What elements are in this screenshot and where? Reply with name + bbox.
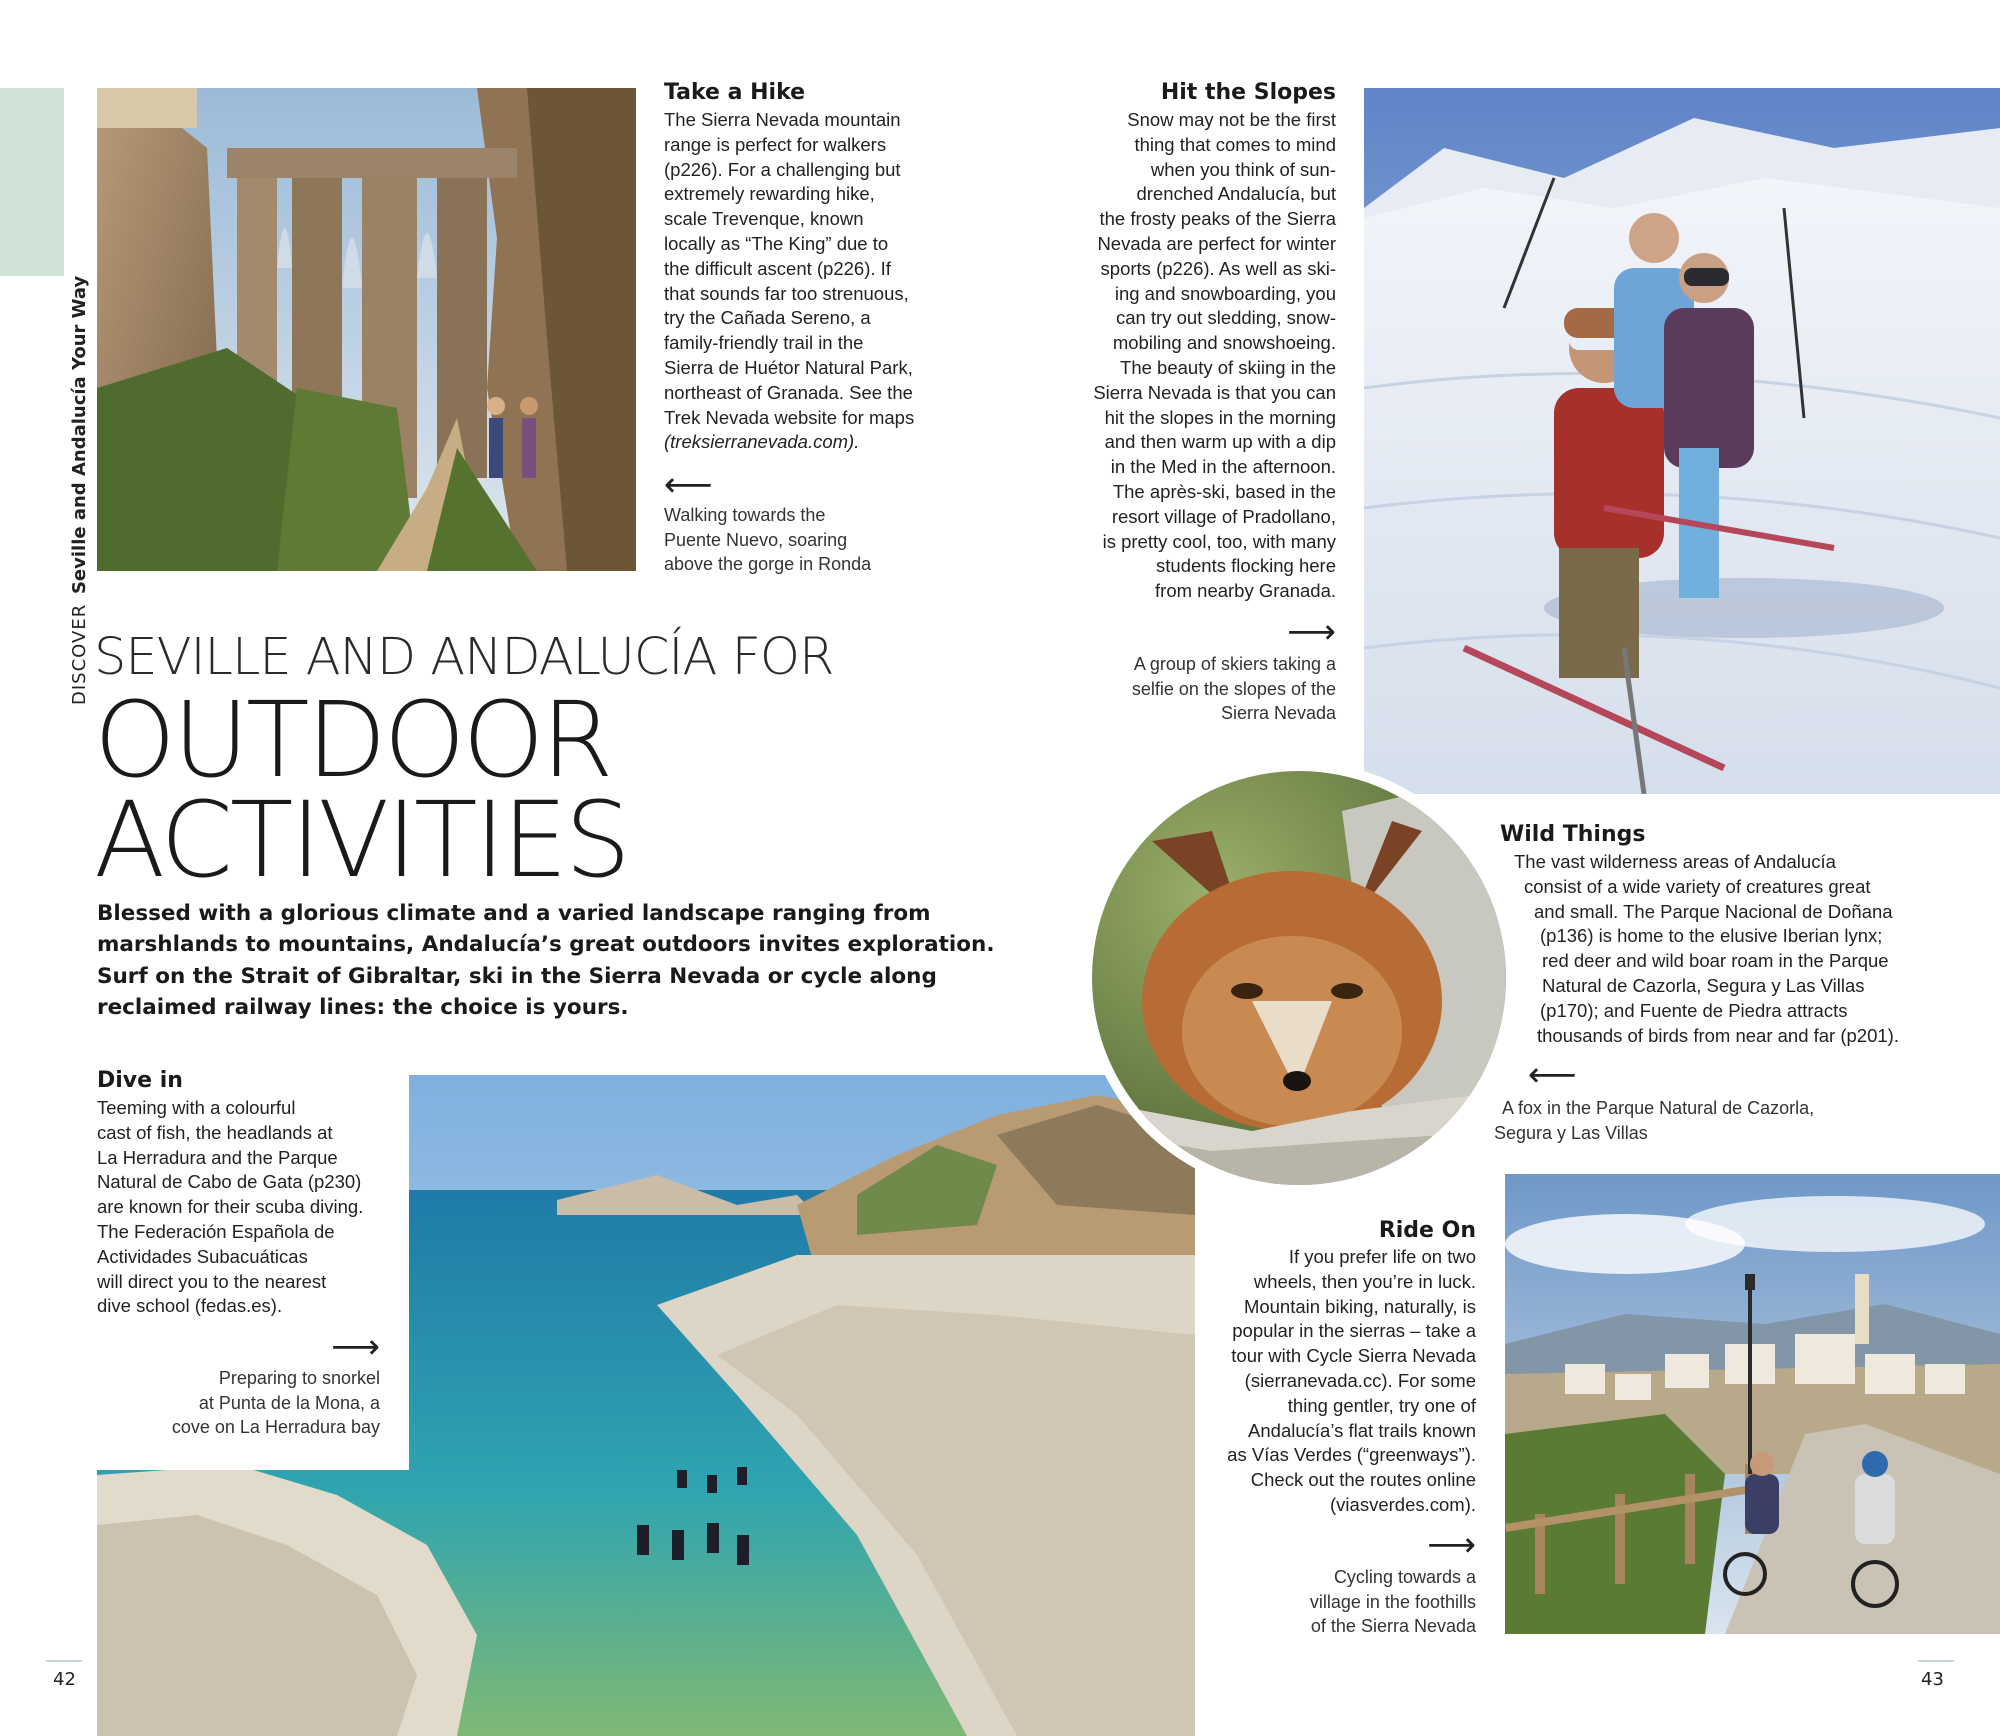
ride-body — [1186, 1245, 1476, 1518]
dive-line: dive school (fedas.es). — [97, 1295, 283, 1317]
dive-caption — [172, 1366, 380, 1440]
slopes-line: drenched Andalucía, but — [1136, 183, 1336, 205]
ride-line: (viasverdes.com). — [1330, 1493, 1476, 1515]
photo-fox — [1082, 761, 1516, 1195]
wild-heading: Wild Things — [1500, 822, 1646, 847]
arrow-right-icon: ⟶ — [1287, 612, 1336, 652]
intro-line: reclaimed railway lines: the choice is yours. — [97, 994, 629, 1020]
hike-line: Sierra de Huétor Natural Park, — [664, 356, 913, 378]
page-rule-right — [1918, 1660, 1954, 1662]
hike-line: Trek Nevada website for maps — [664, 406, 915, 428]
ride-line: wheels, then you’re in luck. — [1253, 1270, 1476, 1292]
page-number-right: 43 — [1921, 1669, 1944, 1690]
dive-line: cast of fish, the headlands at — [97, 1121, 333, 1143]
caption-line: Walking towards the — [664, 505, 826, 525]
hike-line: The Sierra Nevada mountain — [664, 109, 901, 130]
wild-line: Natural de Cazorla, Segura y Las Villas — [1542, 974, 1865, 996]
caption-line: A fox in the Parque Natural de Cazorla, — [1502, 1098, 1815, 1118]
slopes-line: hit the slopes in the morning — [1104, 406, 1336, 428]
slopes-line: and then warm up with a dip — [1104, 431, 1336, 453]
slopes-body — [1046, 108, 1336, 604]
wild-line: consist of a wide variety of creatures great — [1524, 875, 1871, 897]
ride-line: Andalucía’s flat trails known — [1248, 1419, 1476, 1441]
title-main-1: OUTDOOR — [94, 679, 611, 801]
wild-line: red deer and wild boar roam in the Parque — [1542, 950, 1889, 972]
photo-cyclists — [1505, 1174, 2000, 1634]
wild-line: thousands of birds from near and far (p201). — [1537, 1024, 1899, 1046]
title-kicker: SEVILLE AND ANDALUCÍA FOR — [94, 628, 834, 687]
hike-line: (p226). For a challenging but — [664, 158, 901, 180]
dive-line: Teeming with a colourful — [97, 1097, 296, 1118]
intro-line: Blessed with a glorious climate and a varied landscape ranging from — [97, 901, 931, 926]
ride-heading: Ride On — [1378, 1218, 1476, 1243]
caption-line: Cycling towards a — [1333, 1567, 1476, 1587]
arrow-left-icon: ⟵ — [664, 465, 713, 505]
dive-line: The Federación Española de — [97, 1220, 335, 1242]
slopes-line: The après-ski, based in the — [1112, 480, 1336, 502]
ride-line: (sierranevada.cc). For some — [1244, 1369, 1476, 1391]
caption-line: Sierra Nevada — [1220, 703, 1336, 723]
ride-line: as Vías Verdes (“greenways”). — [1227, 1444, 1476, 1466]
photo-skiers — [1364, 88, 2000, 794]
slopes-line: The beauty of skiing in the — [1120, 356, 1336, 378]
dive-heading: Dive in — [97, 1068, 183, 1093]
hike-body — [664, 108, 934, 455]
slopes-caption — [1132, 652, 1336, 726]
intro-paragraph — [97, 898, 995, 1023]
dive-line: La Herradura and the Parque — [97, 1146, 338, 1168]
wild-body — [1500, 850, 1900, 1048]
slopes-line: Snow may not be the first — [1127, 109, 1336, 130]
ride-line: thing gentler, try one of — [1287, 1394, 1476, 1416]
intro-line: Surf on the Strait of Gibraltar, ski in the Sierra Nevada or cycle along — [97, 963, 937, 989]
slopes-line: students flocking here — [1156, 555, 1336, 577]
slopes-heading: Hit the Slopes — [1160, 80, 1336, 105]
page-title — [94, 628, 834, 901]
title-main-2: ACTIVITIES — [94, 779, 628, 901]
sidebar-section-label — [69, 276, 90, 705]
ride-caption — [1310, 1565, 1476, 1639]
wild-line: (p136) is home to the elusive Iberian lynx; — [1540, 925, 1883, 947]
ride-line: tour with Cycle Sierra Nevada — [1231, 1345, 1476, 1367]
caption-line: A group of skiers taking a — [1133, 654, 1336, 674]
caption-line: Preparing to snorkel — [218, 1368, 380, 1388]
dive-line: are known for their scuba diving. — [97, 1196, 364, 1218]
slopes-line: can try out sledding, snow- — [1115, 307, 1336, 329]
slopes-line: Nevada are perfect for winter — [1097, 232, 1336, 254]
slopes-line: ing and snowboarding, you — [1114, 282, 1336, 304]
caption-line: of the Sierra Nevada — [1310, 1616, 1476, 1636]
hike-line: the difficult ascent (p226). If — [664, 257, 891, 279]
dive-line: Natural de Cabo de Gata (p230) — [97, 1171, 362, 1193]
wild-line: (p170); and Fuente de Piedra attracts — [1540, 999, 1848, 1021]
slopes-line: the frosty peaks of the Sierra — [1099, 208, 1336, 230]
sidebar-section-title: Seville and Andalucía Your Way — [69, 275, 90, 595]
page-number-left: 42 — [53, 1669, 76, 1690]
page-rule-left — [46, 1660, 82, 1662]
hike-line: (treksierranevada.com). — [664, 431, 860, 453]
hike-line: try the Cañada Sereno, a — [664, 307, 871, 329]
dive-line: Actividades Subacuáticas — [97, 1245, 308, 1267]
hike-heading: Take a Hike — [664, 80, 806, 105]
slopes-line: is pretty cool, too, with many — [1102, 530, 1336, 552]
slopes-line: resort village of Pradollano, — [1111, 505, 1336, 527]
caption-line: selfie on the slopes of the — [1131, 678, 1336, 699]
sidebar-discover: DISCOVER — [69, 603, 90, 705]
arrow-right-icon: ⟶ — [1427, 1525, 1476, 1565]
caption-line: Puente Nuevo, soaring — [664, 529, 848, 550]
hike-line: that sounds far too strenuous, — [664, 282, 909, 304]
slopes-line: in the Med in the afternoon. — [1110, 456, 1336, 478]
hike-line: family-friendly trail in the — [664, 332, 864, 354]
arrow-left-icon: ⟵ — [1528, 1055, 1577, 1095]
photo-ronda-bridge — [97, 88, 636, 571]
hike-line: locally as “The King” due to — [664, 232, 889, 254]
ride-line: If you prefer life on two — [1288, 1246, 1476, 1267]
hike-line: extremely rewarding hike, — [664, 183, 875, 205]
caption-line: above the gorge in Ronda — [664, 554, 872, 574]
slopes-line: when you think of sun- — [1150, 158, 1336, 180]
hike-caption — [664, 503, 871, 577]
sidebar-color-tab — [0, 88, 64, 276]
hike-line: range is perfect for walkers — [664, 133, 887, 155]
caption-line: cove on La Herradura bay — [171, 1417, 380, 1437]
hike-line: scale Trevenque, known — [664, 208, 864, 230]
slopes-line: thing that comes to mind — [1134, 133, 1336, 155]
caption-line: village in the foothills — [1309, 1591, 1476, 1612]
slopes-line: from nearby Granada. — [1155, 580, 1336, 602]
hike-line: northeast of Granada. See the — [664, 381, 913, 403]
dive-line: will direct you to the nearest — [97, 1270, 327, 1292]
slopes-line: Sierra Nevada is that you can — [1093, 381, 1336, 403]
dive-body — [97, 1096, 397, 1319]
ride-line: popular in the sierras – take a — [1232, 1320, 1476, 1342]
intro-line: marshlands to mountains, Andalucía’s great outdoors invites exploration. — [97, 932, 995, 958]
slopes-line: mobiling and snowshoeing. — [1112, 332, 1336, 354]
caption-line: at Punta de la Mona, a — [198, 1392, 380, 1413]
wild-line: The vast wilderness areas of Andalucía — [1514, 851, 1836, 872]
arrow-right-icon: ⟶ — [331, 1327, 380, 1367]
ride-line: Check out the routes online — [1250, 1469, 1476, 1491]
caption-line: Segura y Las Villas — [1494, 1122, 1648, 1143]
wild-caption — [1494, 1096, 1814, 1145]
wild-line: and small. The Parque Nacional de Doñana — [1534, 900, 1893, 922]
slopes-line: sports (p226). As well as ski- — [1100, 257, 1336, 279]
ride-line: Mountain biking, naturally, is — [1243, 1295, 1476, 1317]
